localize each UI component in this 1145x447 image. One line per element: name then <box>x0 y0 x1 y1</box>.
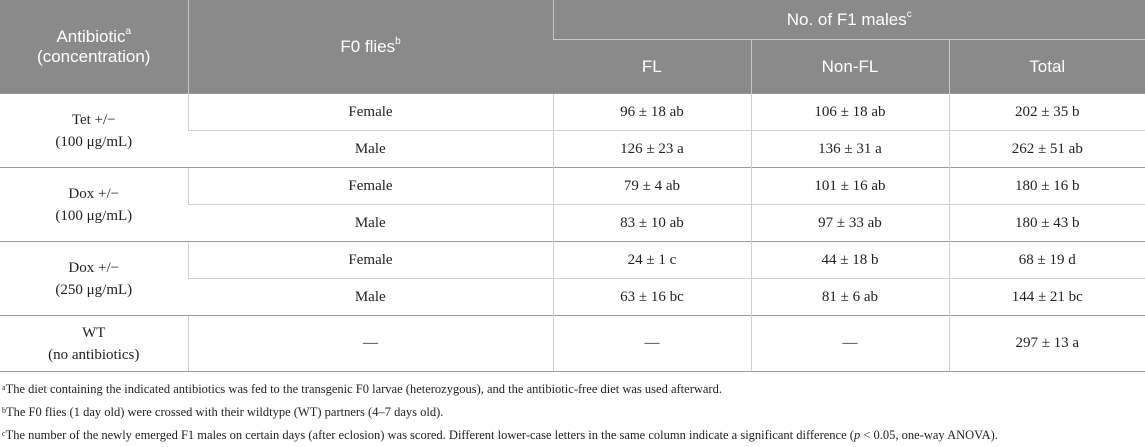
antibiotic-cell: Dox +/− (250 μg/mL) <box>0 242 188 316</box>
header-f0-flies: F0 flies$^b$ <box>188 0 553 94</box>
antibiotic-cell: WT (no antibiotics) <box>0 316 188 372</box>
table-row <box>0 242 1145 279</box>
non-fl-cell: 106 ± 18 ab <box>751 94 949 131</box>
total-cell: 202 ± 35 b <box>949 94 1145 131</box>
header-total: Total <box>949 40 1145 94</box>
sex-cell: Male <box>188 131 553 168</box>
total-cell: 262 ± 51 ab <box>949 131 1145 168</box>
table-row <box>0 94 1145 131</box>
fl-cell: 96 ± 18 ab <box>553 94 751 131</box>
total-cell: 180 ± 16 b <box>949 168 1145 205</box>
non-fl-cell: — <box>751 316 949 372</box>
non-fl-cell: 97 ± 33 ab <box>751 205 949 242</box>
table-footnotes <box>0 378 1145 447</box>
footnote-c: $^c$The number of the newly emerged F1 males on certain days (after eclosion) was scored. Different lower-case letters in the same column indicate a significant difference (p < 0.05, one-way ANOVA). <box>2 428 998 442</box>
total-cell: 68 ± 19 d <box>949 242 1145 279</box>
sex-cell: Male <box>188 205 553 242</box>
header-fl: FL <box>553 40 751 94</box>
total-cell: 297 ± 13 a <box>949 316 1145 372</box>
sex-cell: Female <box>188 242 553 279</box>
total-cell: 180 ± 43 b <box>949 205 1145 242</box>
sex-cell: Male <box>188 279 553 316</box>
fl-cell: 126 ± 23 a <box>553 131 751 168</box>
table-row <box>0 316 1145 372</box>
fl-cell: 63 ± 16 bc <box>553 279 751 316</box>
header-f1-males: No. of F1 males$^c$ <box>553 0 1145 40</box>
table-row <box>0 168 1145 205</box>
antibiotic-cell: Tet +/− (100 μg/mL) <box>0 94 188 168</box>
sex-cell: — <box>188 316 553 372</box>
fl-cell: 79 ± 4 ab <box>553 168 751 205</box>
total-cell: 144 ± 21 bc <box>949 279 1145 316</box>
antibiotic-cell: Dox +/− (100 μg/mL) <box>0 168 188 242</box>
fl-cell: 83 ± 10 ab <box>553 205 751 242</box>
non-fl-cell: 44 ± 18 b <box>751 242 949 279</box>
footnote-a: $^a$The diet containing the indicated antibiotics was fed to the transgenic F0 larvae (heterozygous), and the antibiotic-free diet was used afterward. <box>2 382 722 396</box>
non-fl-cell: 101 ± 16 ab <box>751 168 949 205</box>
non-fl-cell: 81 ± 6 ab <box>751 279 949 316</box>
fl-cell: — <box>553 316 751 372</box>
footnote-b: $^b$The F0 flies (1 day old) were crossed with their wildtype (WT) partners (4–7 days old). <box>2 405 444 419</box>
sex-cell: Female <box>188 94 553 131</box>
sex-cell: Female <box>188 168 553 205</box>
fl-cell: 24 ± 1 c <box>553 242 751 279</box>
header-non-fl: Non-FL <box>751 40 949 94</box>
non-fl-cell: 136 ± 31 a <box>751 131 949 168</box>
header-antibiotic: Antibiotic$^a$ (concentration) <box>0 0 188 94</box>
